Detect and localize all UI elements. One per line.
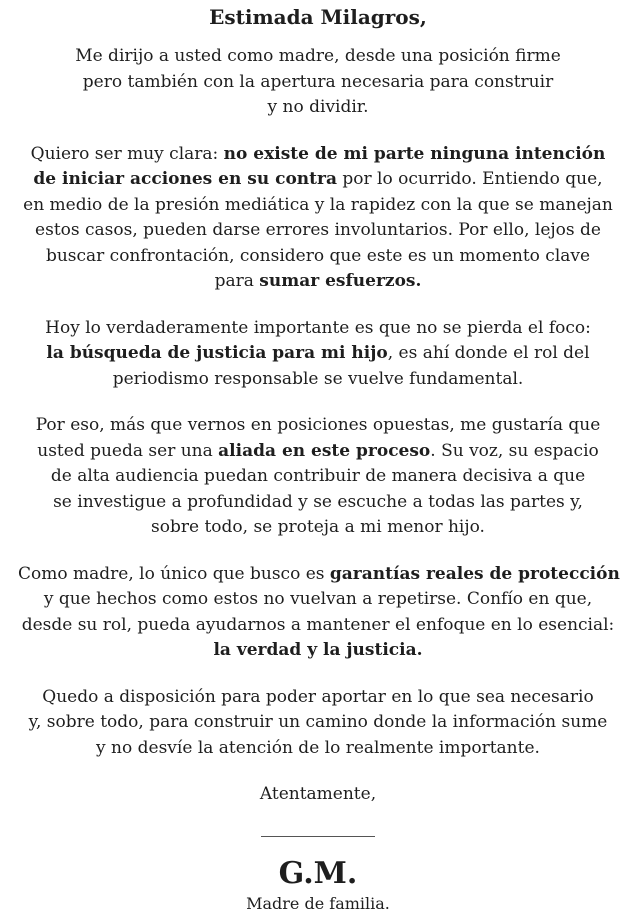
emphasis-text: de iniciar acciones en su contra xyxy=(33,169,337,189)
body-text: , es ahí donde el rol del xyxy=(387,343,590,363)
paragraph-line xyxy=(18,167,618,193)
paragraph-line xyxy=(18,613,618,639)
letter-paragraph xyxy=(18,685,618,762)
paragraph-line xyxy=(18,269,618,295)
paragraph-line xyxy=(18,490,618,516)
body-text: . Su voz, su espacio xyxy=(430,440,599,461)
paragraph-line xyxy=(18,367,618,393)
paragraph-line xyxy=(18,244,618,270)
body-text: buscar confrontación, considero que este es un momento clave xyxy=(45,245,591,266)
signature-initials: G.M. xyxy=(278,856,358,891)
body-text: Quedo a disposición para poder aportar en lo que sea necesario xyxy=(42,686,594,707)
signature-line xyxy=(261,836,375,837)
body-text: de alta audiencia puedan contribuir de manera decisiva a que xyxy=(50,466,586,486)
body-text: sobre todo, se proteja a mi menor hijo. xyxy=(151,517,485,537)
body-text: usted pueda ser una xyxy=(37,440,219,461)
paragraph-line xyxy=(18,562,618,588)
body-text: pero también con la apertura necesaria para construir xyxy=(82,71,554,92)
paragraph-line xyxy=(18,142,618,168)
letter-paragraph xyxy=(18,413,618,541)
paragraph-line xyxy=(18,413,618,439)
body-text: Quiero ser muy clara: xyxy=(30,143,224,164)
letter-greeting: Estimada Milagros, xyxy=(209,5,427,29)
body-text: Me dirijo a usted como madre, desde una posición firme xyxy=(75,46,561,66)
paragraph-line xyxy=(18,587,618,613)
paragraph-line xyxy=(18,218,618,244)
letter-paragraph xyxy=(18,142,618,295)
body-text: y, sobre todo, para construir un camino donde la información sume xyxy=(28,712,608,732)
emphasis-text: la verdad y la justicia. xyxy=(213,640,423,660)
emphasis-text: sumar esfuerzos. xyxy=(259,271,422,291)
emphasis-text: no existe de mi parte ninguna intención xyxy=(223,143,606,164)
body-text: Por eso, más que vernos en posiciones opuestas, me gustaría que xyxy=(35,415,601,435)
paragraph-line xyxy=(18,515,618,541)
body-text: desde su rol, pueda ayudarnos a mantener el enfoque en lo esencial: xyxy=(21,614,615,635)
letter-paragraph xyxy=(18,316,618,393)
paragraph-line xyxy=(18,464,618,490)
body-text: y que hechos como estos no vuelvan a repetirse. Confío en que, xyxy=(43,589,593,609)
letter-closing: Atentamente, xyxy=(259,784,377,804)
paragraph-line xyxy=(18,44,618,70)
body-text: y no dividir. xyxy=(267,97,369,117)
paragraph-line xyxy=(18,95,618,121)
body-text: por lo ocurrido. Entiendo que, xyxy=(336,169,603,189)
body-text: Hoy lo verdaderamente importante es que no se pierda el foco: xyxy=(45,317,591,338)
body-text: y no desvíe la atención de lo realmente importante. xyxy=(96,737,540,758)
body-text: Como madre, lo único que busco es xyxy=(18,563,330,584)
letter-paragraph xyxy=(18,44,618,121)
letter-paragraph xyxy=(18,562,618,664)
paragraph-line xyxy=(18,638,618,664)
emphasis-text: garantías reales de protección xyxy=(329,563,620,584)
paragraph-line xyxy=(18,316,618,342)
emphasis-text: aliada en este proceso xyxy=(218,440,431,461)
body-text: se investigue a profundidad y se escuche a todas las partes y, xyxy=(53,491,583,512)
body-text: periodismo responsable se vuelve fundamental. xyxy=(112,368,524,389)
paragraph-line xyxy=(18,439,618,465)
paragraph-line xyxy=(18,193,618,219)
paragraph-line xyxy=(18,70,618,96)
emphasis-text: la búsqueda de justicia para mi hijo xyxy=(46,343,388,363)
paragraph-line xyxy=(18,736,618,762)
body-text: en medio de la presión mediática y la rapidez con la que se manejan xyxy=(23,194,613,215)
body-text: estos casos, pueden darse errores involuntarios. Por ello, lejos de xyxy=(35,220,601,240)
paragraph-line xyxy=(18,685,618,711)
letter-body xyxy=(18,44,618,761)
signature-role: Madre de familia. xyxy=(246,894,390,913)
paragraph-line xyxy=(18,710,618,736)
paragraph-line xyxy=(18,341,618,367)
body-text: para xyxy=(214,271,260,291)
